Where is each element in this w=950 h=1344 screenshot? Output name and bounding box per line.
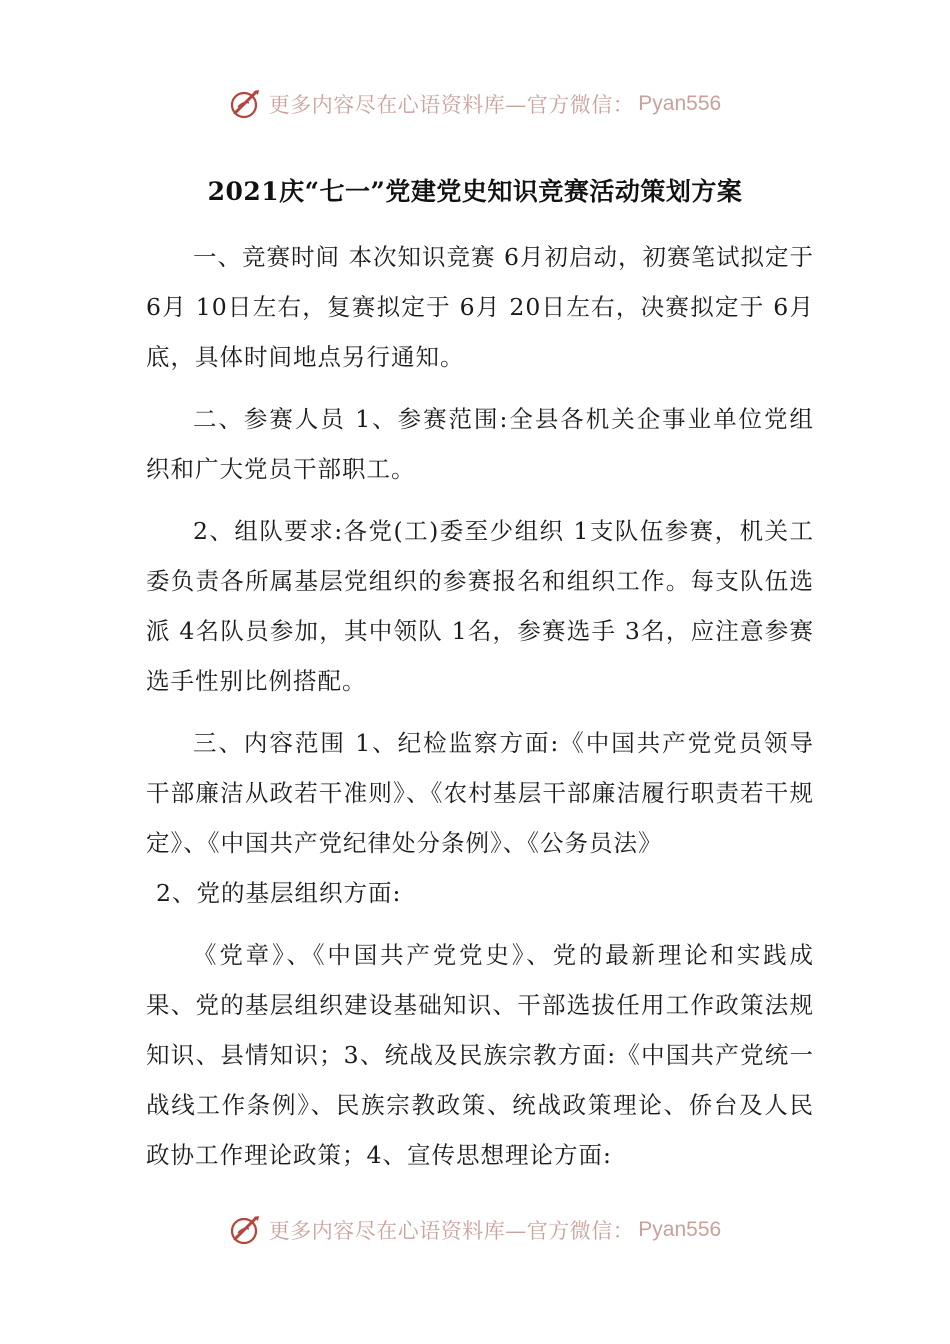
watermark-text: 更多内容尽在心语资料库—官方微信：	[268, 93, 635, 117]
footer-watermark	[0, 1210, 950, 1250]
paragraph-grassroots-content: 《党章》、《中国共产党党史》、党的最新理论和实践成果、党的基层组织建设基础知识、干部选拔任用工作政策法规知识、县情知识；3、统战及民族宗教方面:《中国共产党统一战线工作条例》、民族宗教政策、统战政策理论、侨台及人民政协工作理论政策；4、宣传思想理论方面:	[146, 941, 814, 1169]
header-watermark	[0, 84, 950, 124]
document-title: 2021庆“七一”党建党史知识竞赛活动策划方案	[207, 177, 743, 206]
pen-circle-logo-icon	[229, 87, 263, 121]
paragraph-grassroots-heading: 2、党的基层组织方面:	[156, 879, 402, 907]
paragraph-team-requirements: 2、组队要求:各党(工)委至少组织 1支队伍参赛，机关工委负责各所属基层党组织的参赛报名和组织工作。每支队伍选派 4名队员参加，其中领队 1名，参赛选手 3名，应注意参赛选手性别比例搭配。	[146, 517, 814, 695]
paragraph-competition-time: 一、竞赛时间 本次知识竞赛 6月初启动，初赛笔试拟定于 6月 10日左右，复赛拟定于 6月 20日左右，决赛拟定于 6月底，具体时间地点另行通知。	[146, 243, 814, 371]
watermark-text: 更多内容尽在心语资料库—官方微信：	[268, 1219, 635, 1243]
watermark-wechat-id: Pyan556	[638, 92, 722, 115]
pen-circle-logo-icon	[229, 1213, 263, 1247]
paragraph-participants: 二、参赛人员 1、参赛范围:全县各机关企事业单位党组织和广大党员干部职工。	[146, 405, 814, 483]
document-body	[146, 232, 814, 1180]
paragraph-content-scope: 三、内容范围 1、纪检监察方面:《中国共产党党员领导干部廉洁从政若干准则》、《农村基层干部廉洁履行职责若干规定》、《中国共产党纪律处分条例》、《公务员法》	[146, 729, 814, 857]
watermark-wechat-id: Pyan556	[638, 1218, 722, 1241]
